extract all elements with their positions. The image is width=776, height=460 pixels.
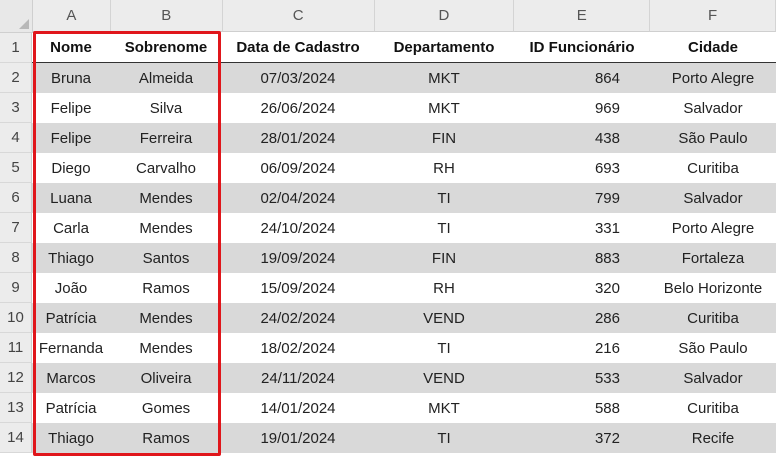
cell-sobrenome[interactable]: Ferreira (110, 123, 222, 153)
cell-id-funcionario[interactable]: 864 (514, 63, 650, 93)
cell-nome[interactable]: Felipe (32, 123, 110, 153)
row-header[interactable]: 8 (0, 243, 32, 273)
cell-id-funcionario[interactable]: 372 (514, 423, 650, 453)
cell-data-cadastro[interactable]: 19/01/2024 (222, 423, 374, 453)
table-row (0, 93, 776, 123)
cell-departamento[interactable]: TI (374, 213, 514, 243)
table-row (0, 183, 776, 213)
cell-cidade[interactable]: São Paulo (650, 123, 776, 153)
select-all-triangle-icon (19, 19, 29, 29)
cell-cidade[interactable]: Salvador (650, 93, 776, 123)
cell-sobrenome[interactable]: Almeida (110, 63, 222, 93)
cell-id-funcionario[interactable]: 588 (514, 393, 650, 423)
cell-departamento[interactable]: RH (374, 153, 514, 183)
column-header-a[interactable]: A (33, 0, 111, 32)
cell-sobrenome[interactable]: Ramos (110, 273, 222, 303)
row-header[interactable]: 12 (0, 363, 32, 393)
column-header-e[interactable]: E (514, 0, 650, 32)
cell-data-cadastro[interactable]: 07/03/2024 (222, 63, 374, 93)
row-header[interactable]: 13 (0, 393, 32, 423)
cell-id-funcionario[interactable]: 216 (514, 333, 650, 363)
cell-nome[interactable]: Diego (32, 153, 110, 183)
cell-sobrenome[interactable]: Carvalho (110, 153, 222, 183)
cell-nome[interactable]: Thiago (32, 423, 110, 453)
cell-data-cadastro[interactable]: 19/09/2024 (222, 243, 374, 273)
select-all-corner[interactable] (0, 0, 33, 33)
cell-data-cadastro[interactable]: 18/02/2024 (222, 333, 374, 363)
cell-id-funcionario[interactable]: 320 (514, 273, 650, 303)
cell-data-cadastro[interactable]: 24/10/2024 (222, 213, 374, 243)
cell-sobrenome[interactable]: Santos (110, 243, 222, 273)
cell-id-funcionario[interactable]: 883 (514, 243, 650, 273)
table-row (0, 393, 776, 423)
cell-data-cadastro[interactable]: 26/06/2024 (222, 93, 374, 123)
cell-nome[interactable]: Patrícia (32, 303, 110, 333)
cell-departamento[interactable]: VEND (374, 303, 514, 333)
cell-cidade[interactable]: Porto Alegre (650, 63, 776, 93)
row-header[interactable]: 14 (0, 423, 32, 453)
row-header[interactable]: 4 (0, 123, 32, 153)
cell-nome[interactable]: Bruna (32, 63, 110, 93)
grid-rows (0, 33, 776, 453)
cell-id-funcionario[interactable]: 969 (514, 93, 650, 123)
cell-departamento[interactable]: TI (374, 183, 514, 213)
table-row (0, 153, 776, 183)
column-headers (0, 0, 776, 33)
cell-departamento[interactable]: MKT (374, 93, 514, 123)
table-row (0, 333, 776, 363)
row-header[interactable]: 11 (0, 333, 32, 363)
cell-data-cadastro[interactable]: 14/01/2024 (222, 393, 374, 423)
row-header[interactable]: 9 (0, 273, 32, 303)
column-header-c[interactable]: C (223, 0, 375, 32)
cell-cidade[interactable]: Curitiba (650, 303, 776, 333)
cell-nome[interactable]: Fernanda (32, 333, 110, 363)
row-header[interactable]: 7 (0, 213, 32, 243)
cell-departamento[interactable]: VEND (374, 363, 514, 393)
cell-sobrenome[interactable]: Mendes (110, 213, 222, 243)
cell-cidade[interactable]: Curitiba (650, 153, 776, 183)
cell-sobrenome[interactable]: Mendes (110, 303, 222, 333)
cell-cidade[interactable]: Salvador (650, 363, 776, 393)
column-header-f[interactable]: F (650, 0, 776, 32)
header-cell-data-cadastro[interactable]: Data de Cadastro (222, 33, 374, 63)
row-header[interactable]: 1 (0, 33, 32, 63)
header-cell-sobrenome[interactable]: Sobrenome (110, 33, 222, 63)
table-row (0, 213, 776, 243)
cell-sobrenome[interactable]: Ramos (110, 423, 222, 453)
row-header[interactable]: 10 (0, 303, 32, 333)
header-cell-departamento[interactable]: Departamento (374, 33, 514, 63)
cell-cidade[interactable]: São Paulo (650, 333, 776, 363)
cell-departamento[interactable]: RH (374, 273, 514, 303)
cell-data-cadastro[interactable]: 24/11/2024 (222, 363, 374, 393)
cell-nome[interactable]: Marcos (32, 363, 110, 393)
cell-nome[interactable]: Patrícia (32, 393, 110, 423)
cell-departamento[interactable]: MKT (374, 393, 514, 423)
row-header[interactable]: 5 (0, 153, 32, 183)
cell-sobrenome[interactable]: Gomes (110, 393, 222, 423)
cell-id-funcionario[interactable]: 438 (514, 123, 650, 153)
table-row (0, 273, 776, 303)
column-header-b[interactable]: B (111, 0, 223, 32)
table-row (0, 123, 776, 153)
cell-cidade[interactable]: Salvador (650, 183, 776, 213)
cell-data-cadastro[interactable]: 24/02/2024 (222, 303, 374, 333)
cell-sobrenome[interactable]: Silva (110, 93, 222, 123)
cell-cidade[interactable]: Recife (650, 423, 776, 453)
cell-cidade[interactable]: Porto Alegre (650, 213, 776, 243)
row-header[interactable]: 6 (0, 183, 32, 213)
header-cell-nome[interactable]: Nome (32, 33, 110, 63)
cell-id-funcionario[interactable]: 533 (514, 363, 650, 393)
cell-departamento[interactable]: FIN (374, 243, 514, 273)
row-header[interactable]: 3 (0, 93, 32, 123)
cell-sobrenome[interactable]: Oliveira (110, 363, 222, 393)
table-header-row (0, 33, 776, 63)
cell-sobrenome[interactable]: Mendes (110, 183, 222, 213)
cell-nome[interactable]: Thiago (32, 243, 110, 273)
header-cell-id-funcionario[interactable]: ID Funcionário (514, 33, 650, 63)
cell-cidade[interactable]: Curitiba (650, 393, 776, 423)
cell-id-funcionario[interactable]: 331 (514, 213, 650, 243)
cell-departamento[interactable]: FIN (374, 123, 514, 153)
cell-id-funcionario[interactable]: 799 (514, 183, 650, 213)
table-row (0, 303, 776, 333)
header-cell-cidade[interactable]: Cidade (650, 33, 776, 63)
table-row (0, 423, 776, 453)
column-header-d[interactable]: D (375, 0, 515, 32)
cell-id-funcionario[interactable]: 286 (514, 303, 650, 333)
cell-nome[interactable]: Carla (32, 213, 110, 243)
table-row (0, 243, 776, 273)
cell-cidade[interactable]: Belo Horizonte (650, 273, 776, 303)
cell-data-cadastro[interactable]: 28/01/2024 (222, 123, 374, 153)
row-header[interactable]: 2 (0, 63, 32, 93)
cell-data-cadastro[interactable]: 06/09/2024 (222, 153, 374, 183)
cell-nome[interactable]: Felipe (32, 93, 110, 123)
cell-departamento[interactable]: MKT (374, 63, 514, 93)
cell-departamento[interactable]: TI (374, 423, 514, 453)
cell-cidade[interactable]: Fortaleza (650, 243, 776, 273)
cell-nome[interactable]: Luana (32, 183, 110, 213)
table-row (0, 63, 776, 93)
cell-departamento[interactable]: TI (374, 333, 514, 363)
table-row (0, 363, 776, 393)
cell-data-cadastro[interactable]: 02/04/2024 (222, 183, 374, 213)
cell-data-cadastro[interactable]: 15/09/2024 (222, 273, 374, 303)
cell-sobrenome[interactable]: Mendes (110, 333, 222, 363)
cell-nome[interactable]: João (32, 273, 110, 303)
cell-id-funcionario[interactable]: 693 (514, 153, 650, 183)
